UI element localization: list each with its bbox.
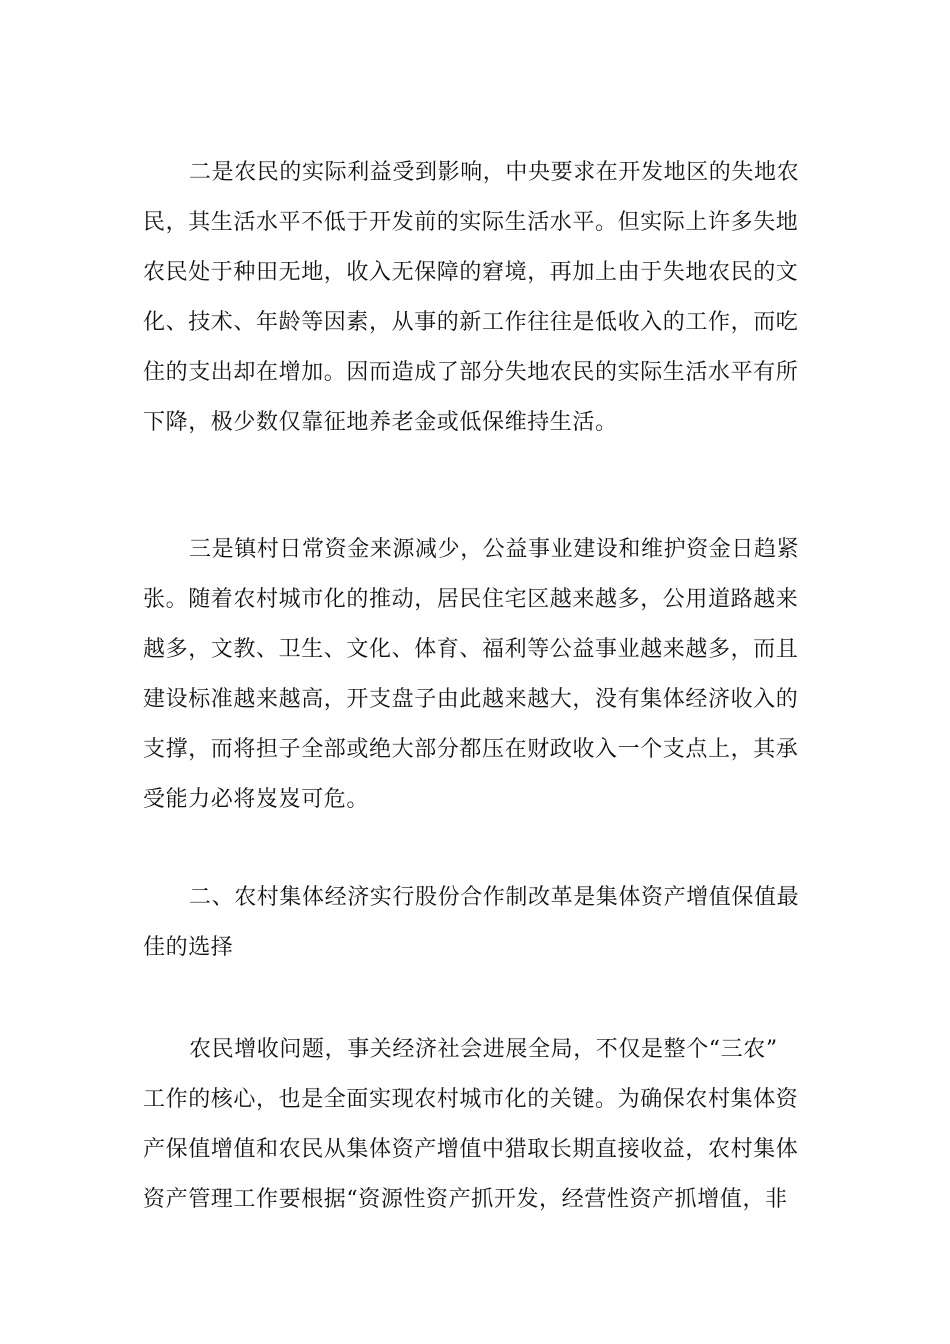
paragraph-line: 建设标准越来越高，开支盘子由此越来越大，没有集体经济收入的 <box>143 687 799 712</box>
heading-line: 佳的选择 <box>143 935 234 960</box>
paragraph-line: 下降，极少数仅靠征地养老金或低保维持生活。 <box>143 410 618 435</box>
paragraph-farmers-interests <box>143 148 808 448</box>
paragraph-line: 农民处于种田无地，收入无保障的窘境，再加上由于失地农民的文 <box>143 260 799 285</box>
paragraph-farmer-income <box>143 1025 808 1225</box>
paragraph-town-funding <box>143 525 808 825</box>
paragraph-line: 资产管理工作要根据“资源性资产抓开发，经营性资产抓增值，非 <box>143 1187 788 1212</box>
paragraph-line: 住的支出却在增加。因而造成了部分失地农民的实际生活水平有所 <box>143 360 799 385</box>
paragraph-line: 民，其生活水平不低于开发前的实际生活水平。但实际上许多失地 <box>143 210 799 235</box>
paragraph-line: 工作的核心，也是全面实现农村城市化的关键。为确保农村集体资 <box>143 1087 799 1112</box>
paragraph-line: 支撑，而将担子全部或绝大部分都压在财政收入一个支点上，其承 <box>143 737 799 762</box>
paragraph-line: 化、技术、年龄等因素，从事的新工作往往是低收入的工作，而吃 <box>143 310 799 335</box>
section-heading <box>143 873 808 973</box>
paragraph-line: 张。随着农村城市化的推动，居民住宅区越来越多，公用道路越来 <box>143 587 799 612</box>
paragraph-line: 三是镇村日常资金来源减少，公益事业建设和维护资金日趋紧 <box>189 537 800 562</box>
paragraph-line: 受能力必将岌岌可危。 <box>143 787 370 812</box>
paragraph-line: 产保值增值和农民从集体资产增值中猎取长期直接收益，农村集体 <box>143 1137 799 1162</box>
heading-line: 二、农村集体经济实行股份合作制改革是集体资产增值保值最 <box>189 885 800 910</box>
paragraph-line: 越多，文教、卫生、文化、体育、福利等公益事业越来越多，而且 <box>143 637 799 662</box>
paragraph-line: 农民增收问题，事关经济社会进展全局，不仅是整个“三农” <box>189 1037 778 1062</box>
paragraph-line: 二是农民的实际利益受到影响，中央要求在开发地区的失地农 <box>189 160 800 185</box>
